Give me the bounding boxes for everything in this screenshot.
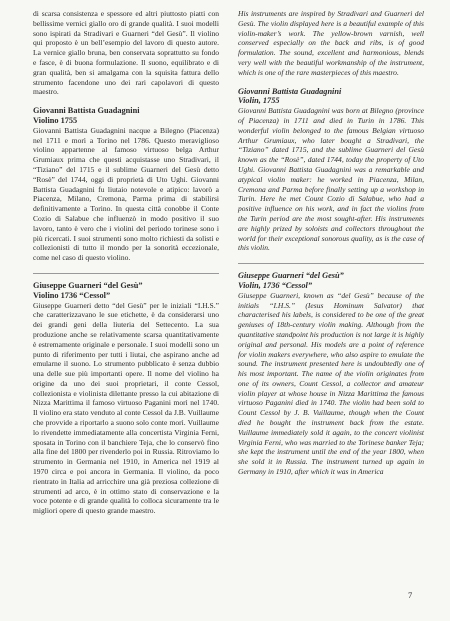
item-heading-guadagnini-en: Violin, 1755 [238, 96, 280, 106]
maker-heading-guarneri-en: Giuseppe Guarneri “del Gesù” [238, 271, 344, 281]
section-divider [33, 269, 219, 274]
item-heading-guarneri-it: Violino 1736 “Cessol” [33, 290, 111, 300]
item-heading-guadagnini-it: Violino 1755 [33, 115, 78, 125]
page-number: 7 [408, 590, 413, 600]
body-guadagnini-it: Giovanni Battista Guadagnini nacque a Bilegno (Piacenza) nel 1711 e morì a Torino nel 1786. Questo meraviglioso violino appartenne al famoso virtuoso belga Arthur Grumiaux prima che questi acquistasse uno Stradivari, il “Tiziano” del 1715 e il sublime Guarneri del Gesù detto “Rosè” del 1744, oggi di proprietà di Uto Ughi. Giovanni Battista Guadagnini fu liutaio notevole e atipico: lavorò a Piacenza, Milano, Cremona, Parma prima di stabilirsi definitivamente a Torino. In questa città conobbe il Conte Cozio di Salabue che influenzò in modo positivo il suo lavoro, tanto è vero che i violini del periodo torinese sono i più ricercati. I suoi strumenti sono molto richiesti da solisti e collezionisti di tutto il mondo per la sonorità eccezionale, come nel caso di questo violino. [33, 125, 219, 263]
english-column [238, 9, 424, 477]
italian-column [33, 9, 219, 516]
body-guadagnini-en: Giovanni Battista Guadagnini was born at Bilegno (province of Piacenza) in 1711 and died in Turin in 1786. This wonderful violin belonged to the famous Belgian virtuoso Arthur Grumiaux, who later bought a Stradivari, the “Tiziano” dated 1715, and the sublime Guarneri del Gesù known as the “Rosè”, dated 1744, today the property of Uto Ughi. Giovanni Battista Guadagnini was a remarkable and atypical violin maker: he worked in Piacenza, Milan, Cremona and Parma before finally setting up a workshop in Turin. Here he met Count Cozio di Salabue, who had a positive influence on his work, and in fact the violins from the Turin period are the most sought-after. His instruments are highly prized by soloists and collectors throughout the world for their exceptional sonorous quality, as is the case of this violin. [238, 106, 424, 253]
intro-paragraph-it: di scarsa consistenza e spessore ed altri piuttosto piatti con bellissime vernici giallo oro di grande qualità. I suoi modelli sono ispirati da Stradivari e Guarneri “del Gesù”. Il violino qui proposto è un bell’esempio del lavoro di questo autore. La vernice giallo bruna, ben conservata soprattutto su fondo e fasce, è di buona formulazione. Il suono, equilibrato e di gran qualità, ben si amalgama con la squisita fattura dello strumento facendone uno dei rari capolavori di questo maestro. [33, 9, 219, 97]
body-guarneri-it: Giuseppe Guarneri detto “del Gesù” per le iniziali “I.H.S.” che caratterizzavano le sue etichette, è da considerarsi uno dei grandi geni della liuteria del Settecento. La sua produzione anche se relativamente scarsa quantitativamente è estremamente originale e personale. I suoi modelli sono un punto di riferimento per tutti i liutai, che aspirano anche ad emularne il suono. Lo strumento pubblicato è senza dubbio una delle sue più importanti opere. Il nome del violino ha origine da uno dei suoi proprietari, il conte Cessol, collezionista e violinista dilettante presso la cui abitazione di Nizza Marittima il famoso virtuoso Paganini morì nel 1740. Il violino era stato venduto al conte Cessol da J.B. Vuillaume che provvide a riportarlo a suono solo conte morì. Vuillaume lo rivendette immediatamente alla concertista Virginia Ferni, sposata in Torino con il banchiere Teja, che lo conservò fino alla fine del 1800 per rivenderlo poi in Russia. Ritroviamo lo strumento in Germania nel 1910, in America nel 1919 al 1970 circa e poi ancora in Germania. Il violino, da poco rientrato in Italia ad arricchire una già preziosa collezione di strumenti ad arco, è in ottimo stato di conservazione e la voce potente e di grande qualità lo colloca sicuramente tra le migliori opere di questo grande maestro. [33, 300, 219, 516]
maker-heading-guadagnini-it: Giovanni Battista Guadagnini [33, 106, 140, 116]
section-divider [238, 259, 424, 264]
maker-heading-guarneri-it: Giuseppe Guarneri “del Gesù” [33, 280, 143, 290]
body-guarneri-en: Giuseppe Guarneri, known as “del Gesù” because of the initials “I.H.S.” (Iesus Hominum Salvator) that characterised his labels, is considered to be one of the great geniuses of 18th-century violin making. Although from the quantitative standpoint his production is not large it is highly original and personal. His models are a point of reference for violin makers everywhere, who also aspire to emulate the sound. The instrument presented here is undoubtedly one of his most important. The name of the violin originates from one of its owners, Count Cessol, a collector and amateur violin player at whose house in Nizza Marittima the famous virtuoso Paganini died in 1740. The violin had been sold to Count Cessol by J. B. Vuillaume, though when the Count died he bought the instrument back from the estate. Vuillaume immediately sold it again, to the concert violinist Virginia Ferni, who was married to the Torinese banker Teja; she kept the instrument until the end of the year 1800, when she sold it in Russia. The instrument turned up again in Germany in 1910, after which it was in America [238, 290, 424, 477]
item-heading-guarneri-en: Violin, 1736 “Cessol” [238, 280, 312, 290]
maker-heading-guadagnini-en: Giovanni Battista Guadagnini [238, 86, 342, 96]
intro-paragraph-en: His instruments are inspired by Stradivari and Guarneri del Gesù. The violin displayed here is a beautiful example of this violin-maker’s work. The yellow-brown varnish, well conserved especially on the back and ribs, is of good formulation. The sound, excellent and harmonious, blends very well with the beautiful workmanship of the instrument, which is one of the rare masterpieces of this maestro. [238, 9, 424, 77]
